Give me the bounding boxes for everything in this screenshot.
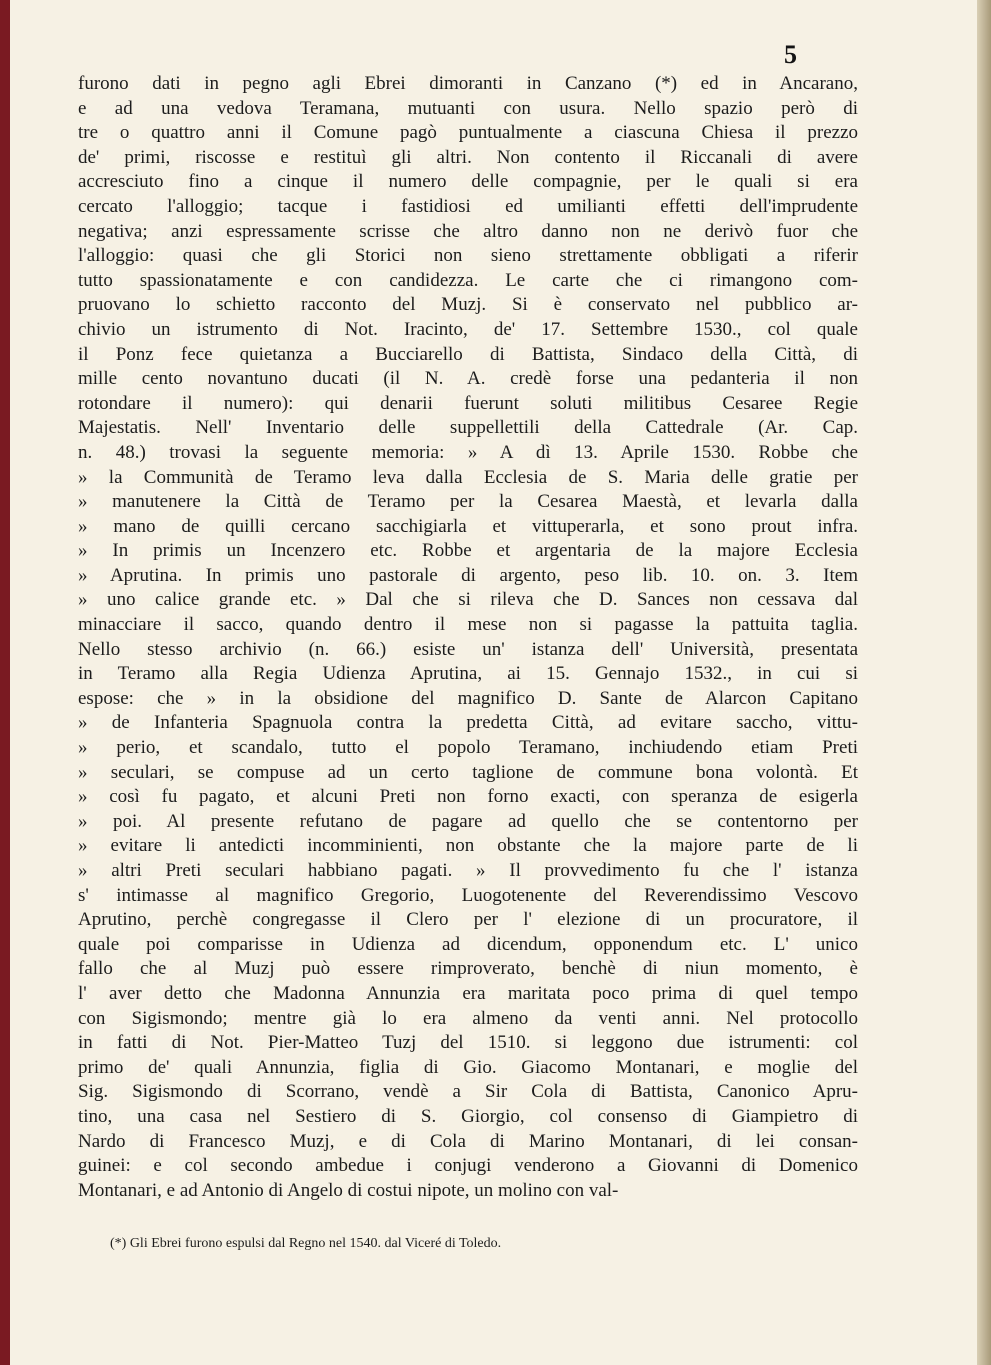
- text-line: » altri Preti seculari habbiano pagati. » Il provvedimento fu che l' istanza: [78, 860, 858, 881]
- text-line: pruovano lo schietto racconto del Muzj. Si è conservato nel pubblico ar-: [78, 294, 858, 316]
- text-line: accresciuto fino a cinque il numero delle compagnie, per le quali si era: [78, 171, 858, 193]
- text-line: n. 48.) trovasi la seguente memoria: » A dì 13. Aprile 1530. Robbe che: [78, 441, 858, 463]
- text-line: guinei: e col secondo ambedue i conjugi venderono a Giovanni di Domenico: [78, 1155, 858, 1177]
- page-number: 5: [784, 40, 797, 69]
- text-line: in Teramo alla Regia Udienza Aprutina, ai 15. Gennajo 1532., in cui si: [78, 663, 858, 685]
- text-line: de' primi, riscosse e restituì gli altri. Non contento il Riccanali di avere: [78, 146, 858, 168]
- text-line: quale poi comparisse in Udienza ad dicendum, opponendum etc. L' unico: [78, 933, 858, 955]
- text-line: furono dati in pegno agli Ebrei dimoranti in Canzano (*) ed in Ancarano,: [78, 73, 858, 94]
- text-line: » In primis un Incenzero etc. Robbe et argentaria de la majore Ecclesia: [78, 540, 858, 562]
- text-line: rotondare il numero): qui denarii fuerunt soluti militibus Cesaree Regie: [78, 392, 858, 414]
- text-line: con Sigismondo; mentre già lo era almeno da venti anni. Nel protocollo: [78, 1007, 858, 1029]
- text-line: chivio un istrumento di Not. Iracinto, de' 17. Settembre 1530., col quale: [78, 318, 858, 340]
- text-line: s' intimasse al magnifico Gregorio, Luogotenente del Reverendissimo Vescovo: [78, 884, 858, 906]
- text-line: tre o quattro anni il Comune pagò puntualmente a ciascuna Chiesa il prezzo: [78, 122, 858, 144]
- text-line: » manutenere la Città de Teramo per la Cesarea Maestà, et levarla dalla: [78, 491, 858, 513]
- text-line: » de Infanteria Spagnuola contra la predetta Città, ad evitare saccho, vittu-: [78, 712, 858, 734]
- text-line: Aprutino, perchè congregasse il Clero per l' elezione di un procuratore, il: [78, 909, 858, 931]
- text-line: » seculari, se compuse ad un certo taglione de commune bona volontà. Et: [78, 761, 858, 783]
- text-line: Nello stesso archivio (n. 66.) esiste un' istanza dell' Università, presentata: [78, 638, 858, 660]
- text-line: » Aprutina. In primis uno pastorale di argento, peso lib. 10. on. 3. Item: [78, 564, 858, 586]
- text-line: cercato l'alloggio; tacque i fastidiosi ed umilianti effetti dell'imprudente: [78, 195, 858, 217]
- left-binding-edge: [0, 0, 10, 1365]
- text-line: Sig. Sigismondo di Scorrano, vendè a Sir Cola di Battista, Canonico Apru-: [78, 1081, 858, 1103]
- text-line: negativa; anzi espressamente scrisse che altro danno non ne derivò fuor che: [78, 220, 858, 242]
- body-text: [78, 72, 858, 1203]
- footnote: (*) Gli Ebrei furono espulsi dal Regno nel 1540. dal Viceré di Toledo.: [110, 1236, 502, 1251]
- text-line: Montanari, e ad Antonio di Angelo di costui nipote, un molino con val-: [78, 1179, 619, 1201]
- text-line: » perio, et scandalo, tutto el popolo Teramano, inchiudendo etiam Preti: [78, 737, 858, 759]
- text-line: minacciare il sacco, quando dentro il mese non si pagasse la pattuita taglia.: [78, 614, 858, 636]
- text-line: primo de' quali Annunzia, figlia di Gio. Giacomo Montanari, e moglie del: [78, 1056, 858, 1078]
- text-line: l'alloggio: quasi che gli Storici non sieno strettamente obbligati a riferir: [78, 245, 858, 267]
- text-line: il Ponz fece quietanza a Bucciarello di Battista, Sindaco della Città, di: [78, 343, 858, 365]
- text-line: » la Communità de Teramo leva dalla Ecclesia de S. Maria delle gratie per: [78, 466, 858, 488]
- text-line: » mano de quilli cercano sacchigiarla et vittuperarla, et sono prout infra.: [78, 515, 858, 537]
- text-line: » così fu pagato, et alcuni Preti non forno exacti, con speranza de esigerla: [78, 786, 858, 808]
- text-line: fallo che al Muzj può essere rimproverato, benchè di niun momento, è: [78, 958, 858, 980]
- text-line: » evitare li antedicti incomminienti, non obstante che la majore parte de li: [78, 835, 858, 857]
- text-line: espose: che » in la obsidione del magnifico D. Sante de Alarcon Capitano: [78, 687, 858, 709]
- text-line: e ad una vedova Teramana, mutuanti con usura. Nello spazio però di: [78, 97, 858, 119]
- text-line: tino, una casa nel Sestiero di S. Giorgio, col consenso di Giampietro di: [78, 1105, 858, 1127]
- text-line: Nardo di Francesco Muzj, e di Cola di Marino Montanari, di lei consan-: [78, 1130, 858, 1152]
- text-line: l' aver detto che Madonna Annunzia era maritata poco prima di quel tempo: [78, 982, 858, 1004]
- text-line: » uno calice grande etc. » Dal che si rileva che D. Sances non cessava dal: [78, 589, 858, 611]
- right-page-edge: [977, 0, 991, 1365]
- text-line: tutto spassionatamente e con candidezza. Le carte che ci rimangono com-: [78, 269, 858, 291]
- text-line: Majestatis. Nell' Inventario delle suppellettili della Cattedrale (Ar. Cap.: [78, 417, 858, 439]
- text-line: in fatti di Not. Pier-Matteo Tuzj del 1510. si leggono due istrumenti: col: [78, 1032, 858, 1054]
- text-line: mille cento novantuno ducati (il N. A. credè forse una pedanteria il non: [78, 368, 858, 390]
- text-line: » poi. Al presente refutano de pagare ad quello che se contentorno per: [78, 810, 858, 832]
